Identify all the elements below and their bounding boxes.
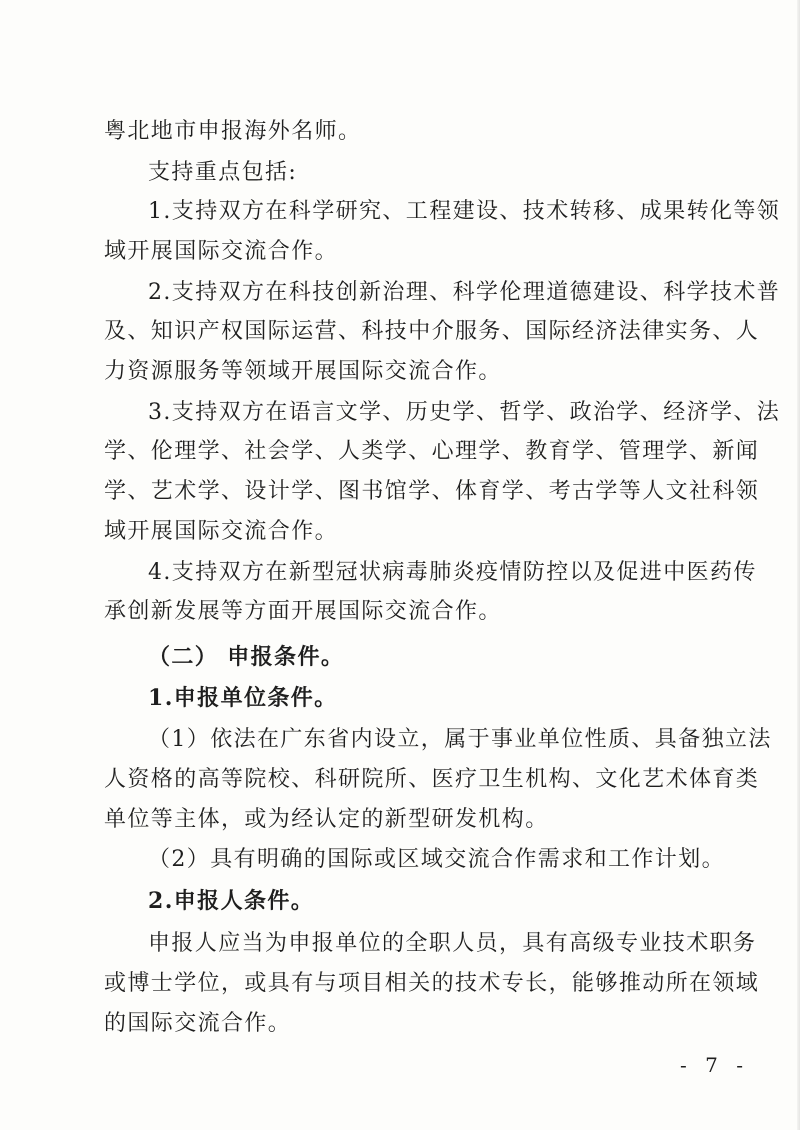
text-line-10: 学、艺术学、设计学、图书馆学、体育学、考古学等人文社科领	[104, 479, 760, 504]
text-line-11: 域开展国际交流合作。	[104, 519, 339, 544]
text-line-6: 及、知识产权国际运营、科技中介服务、国际经济法律实务、人	[104, 319, 760, 344]
text-line-13: 承创新发展等方面开展国际交流合作。	[104, 599, 502, 624]
text-line-18: 单位等主体，或为经认定的新型研发机构。	[104, 807, 549, 832]
subsection-heading-unit: 1.申报单位条件。	[148, 685, 338, 711]
subsection-heading-applicant: 2.申报人条件。	[148, 888, 315, 914]
section-heading: （二） 申报条件。	[148, 644, 345, 670]
text-line-21: 申报人应当为申报单位的全职人员，具有高级专业技术职务	[148, 931, 757, 956]
text-line-19: （2）具有明确的国际或区域交流合作需求和工作计划。	[148, 847, 725, 872]
text-line-1: 粤北地市申报海外名师。	[104, 119, 362, 144]
page-number: - 7 -	[680, 1053, 749, 1077]
text-line-4: 域开展国际交流合作。	[104, 239, 339, 264]
text-line-5: 2.支持双方在科技创新治理、科学伦理道德建设、科学技术普	[148, 280, 781, 305]
text-line-22: 或博士学位，或具有与项目相关的技术专长，能够推动所在领域	[104, 971, 760, 996]
text-line-3: 1.支持双方在科学研究、工程建设、技术转移、成果转化等领	[148, 199, 781, 224]
text-line-9: 学、伦理学、社会学、人类学、心理学、教育学、管理学、新闻	[104, 439, 760, 464]
text-line-7: 力资源服务等领域开展国际交流合作。	[104, 359, 502, 384]
text-line-17: 人资格的高等院校、科研院所、医疗卫生机构、文化艺术体育类	[104, 767, 760, 792]
text-line-16: （1）依法在广东省内设立，属于事业单位性质、具备独立法	[148, 727, 772, 752]
text-line-23: 的国际交流合作。	[104, 1011, 292, 1036]
text-line-2: 支持重点包括:	[148, 160, 298, 185]
text-line-12: 4.支持双方在新型冠状病毒肺炎疫情防控以及促进中医药传	[148, 560, 757, 585]
text-line-8: 3.支持双方在语言文学、历史学、哲学、政治学、经济学、法	[148, 400, 781, 425]
